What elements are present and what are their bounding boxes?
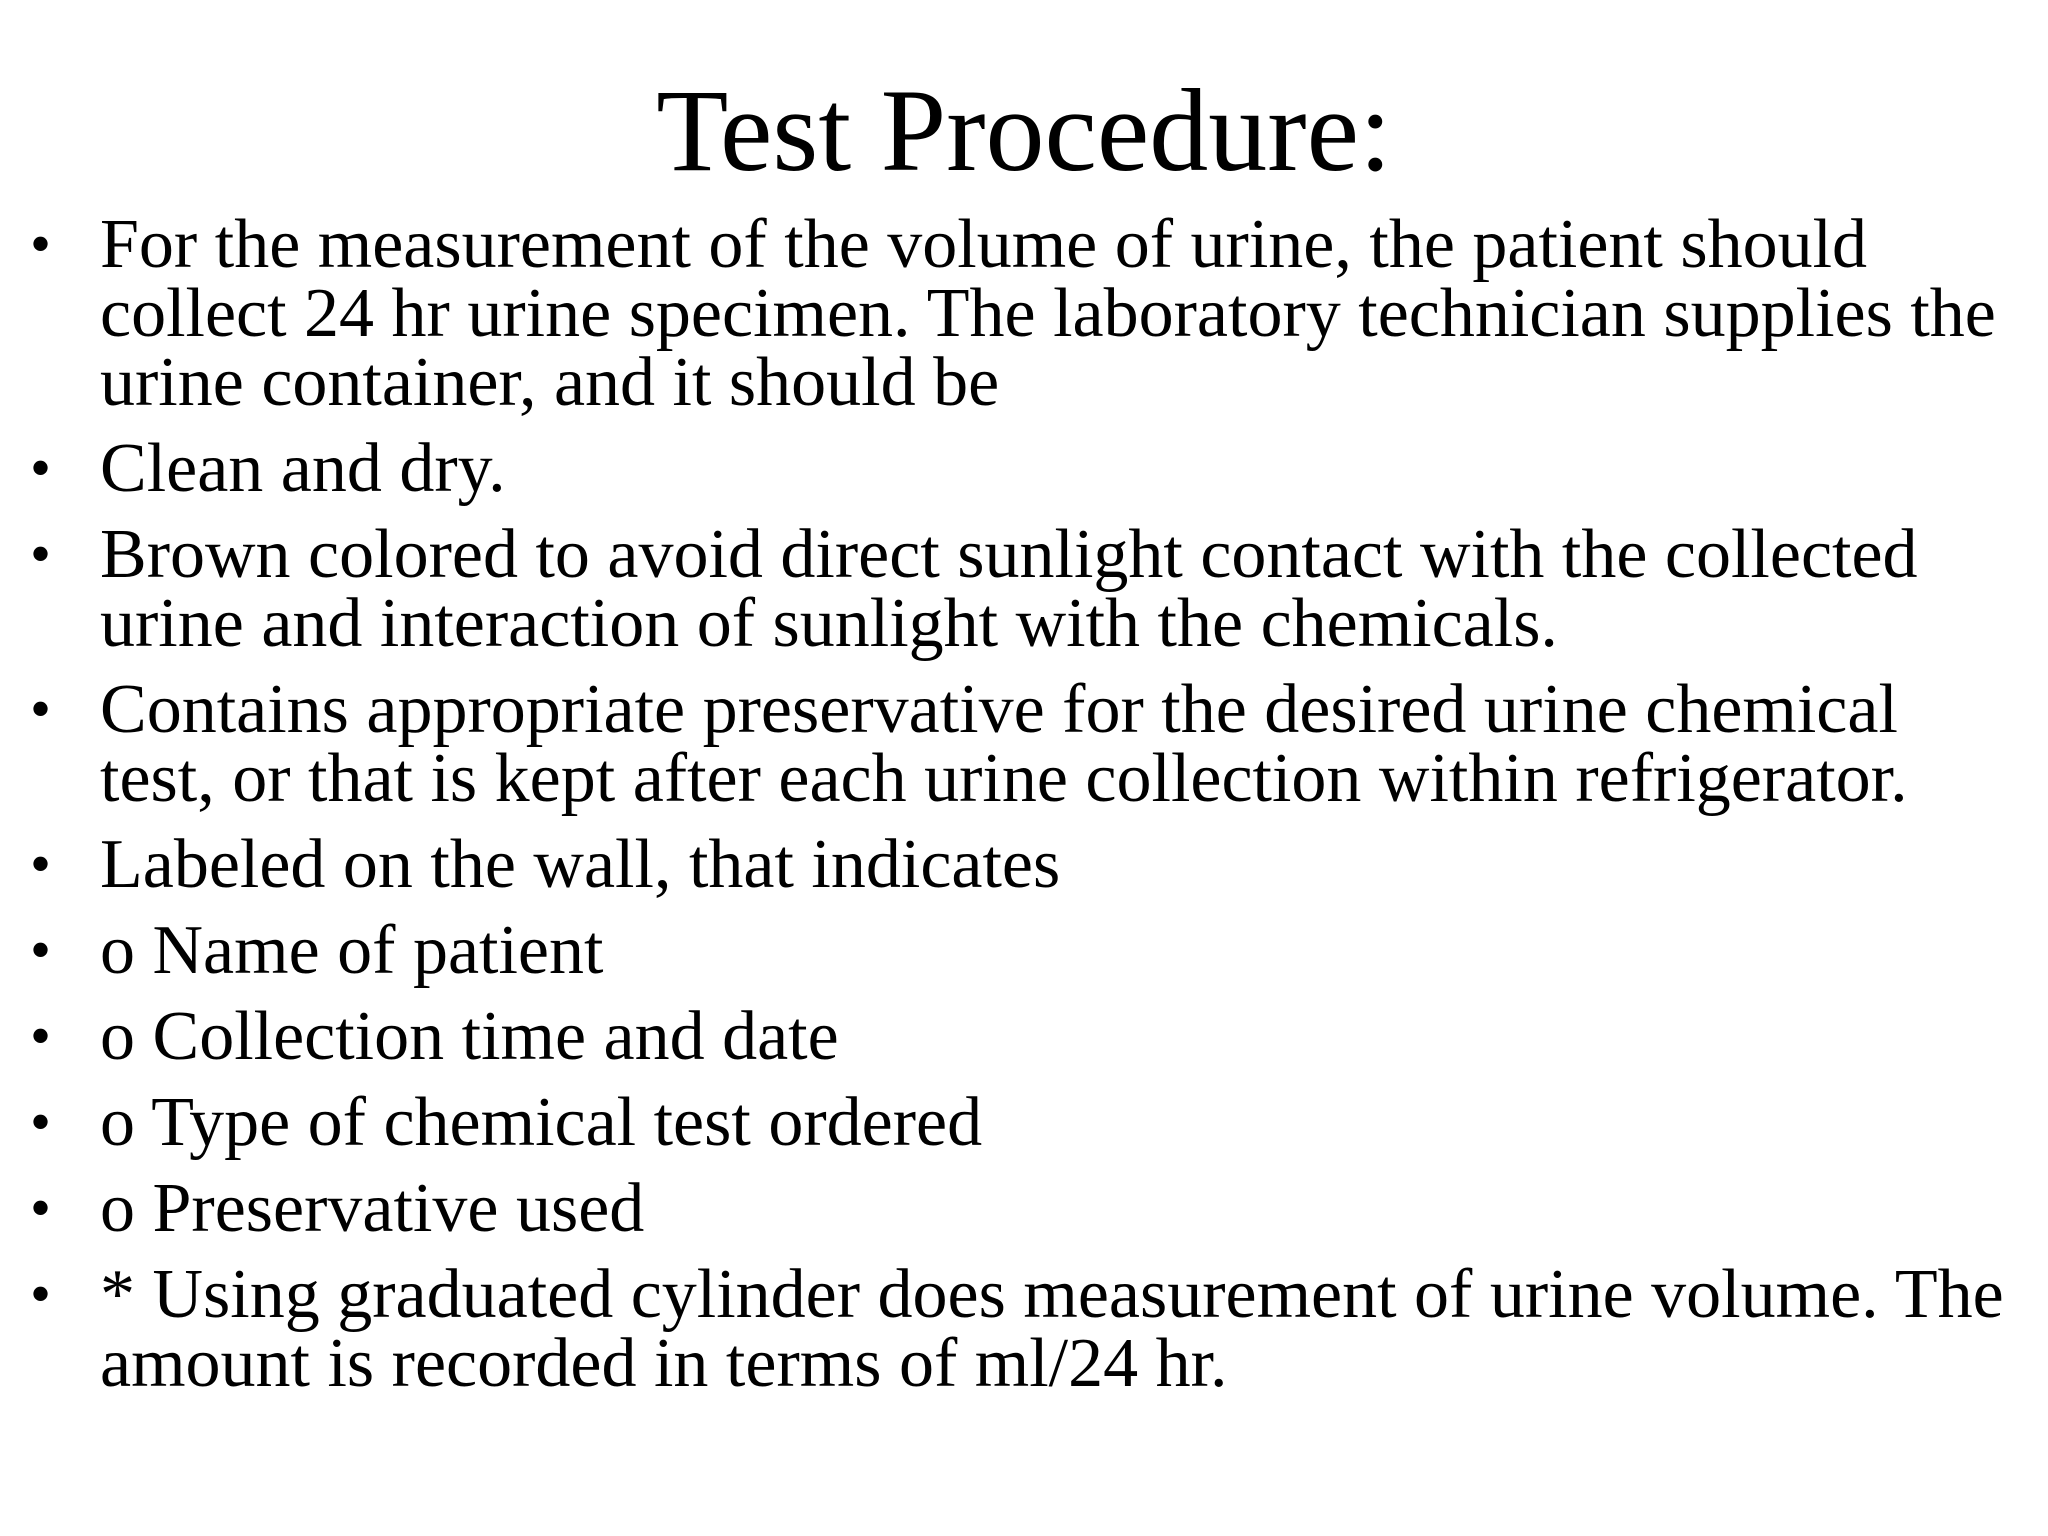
- bullet-icon: •: [30, 1089, 52, 1155]
- bullet-text: Brown colored to avoid direct sunlight contact with the collected urine and interaction of sunlight with the chemicals.: [100, 516, 1918, 662]
- slide-title: Test Procedure:: [656, 65, 1392, 196]
- bullet-text: o Name of patient: [100, 912, 604, 989]
- bullet-text: Clean and dry.: [100, 430, 506, 507]
- list-item: [0, 516, 2048, 662]
- bullet-text: o Collection time and date: [100, 998, 839, 1075]
- bullet-text: o Preservative used: [100, 1170, 645, 1247]
- bullet-list: [0, 206, 2048, 1415]
- bullet-icon: •: [30, 1261, 52, 1327]
- bullet-icon: •: [30, 917, 52, 983]
- bullet-text: Contains appropriate preservative for the desired urine chemical test, or that is kept after each urine collection within refrigerator.: [100, 671, 1908, 817]
- bullet-icon: •: [30, 676, 52, 742]
- bullet-icon: •: [30, 1003, 52, 1069]
- list-item: [0, 1170, 2048, 1247]
- bullet-icon: •: [30, 831, 52, 897]
- bullet-icon: •: [30, 521, 52, 587]
- list-item: [0, 1084, 2048, 1161]
- list-item: [0, 206, 2048, 421]
- bullet-icon: •: [30, 435, 52, 501]
- list-item: [0, 1256, 2048, 1402]
- bullet-text: * Using graduated cylinder does measurement of urine volume. The amount is recorded in terms of ml/24 hr.: [100, 1256, 2004, 1402]
- bullet-text: o Type of chemical test ordered: [100, 1084, 983, 1161]
- list-item: [0, 430, 2048, 507]
- list-item: [0, 998, 2048, 1075]
- list-item: [0, 671, 2048, 817]
- bullet-icon: •: [30, 1175, 52, 1241]
- bullet-text: For the measurement of the volume of urine, the patient should collect 24 hr urine specimen. The laboratory technician supplies the urine container, and it should be: [100, 206, 1996, 421]
- bullet-text: Labeled on the wall, that indicates: [100, 826, 1061, 903]
- bullet-icon: •: [30, 211, 52, 277]
- list-item: [0, 826, 2048, 903]
- list-item: [0, 912, 2048, 989]
